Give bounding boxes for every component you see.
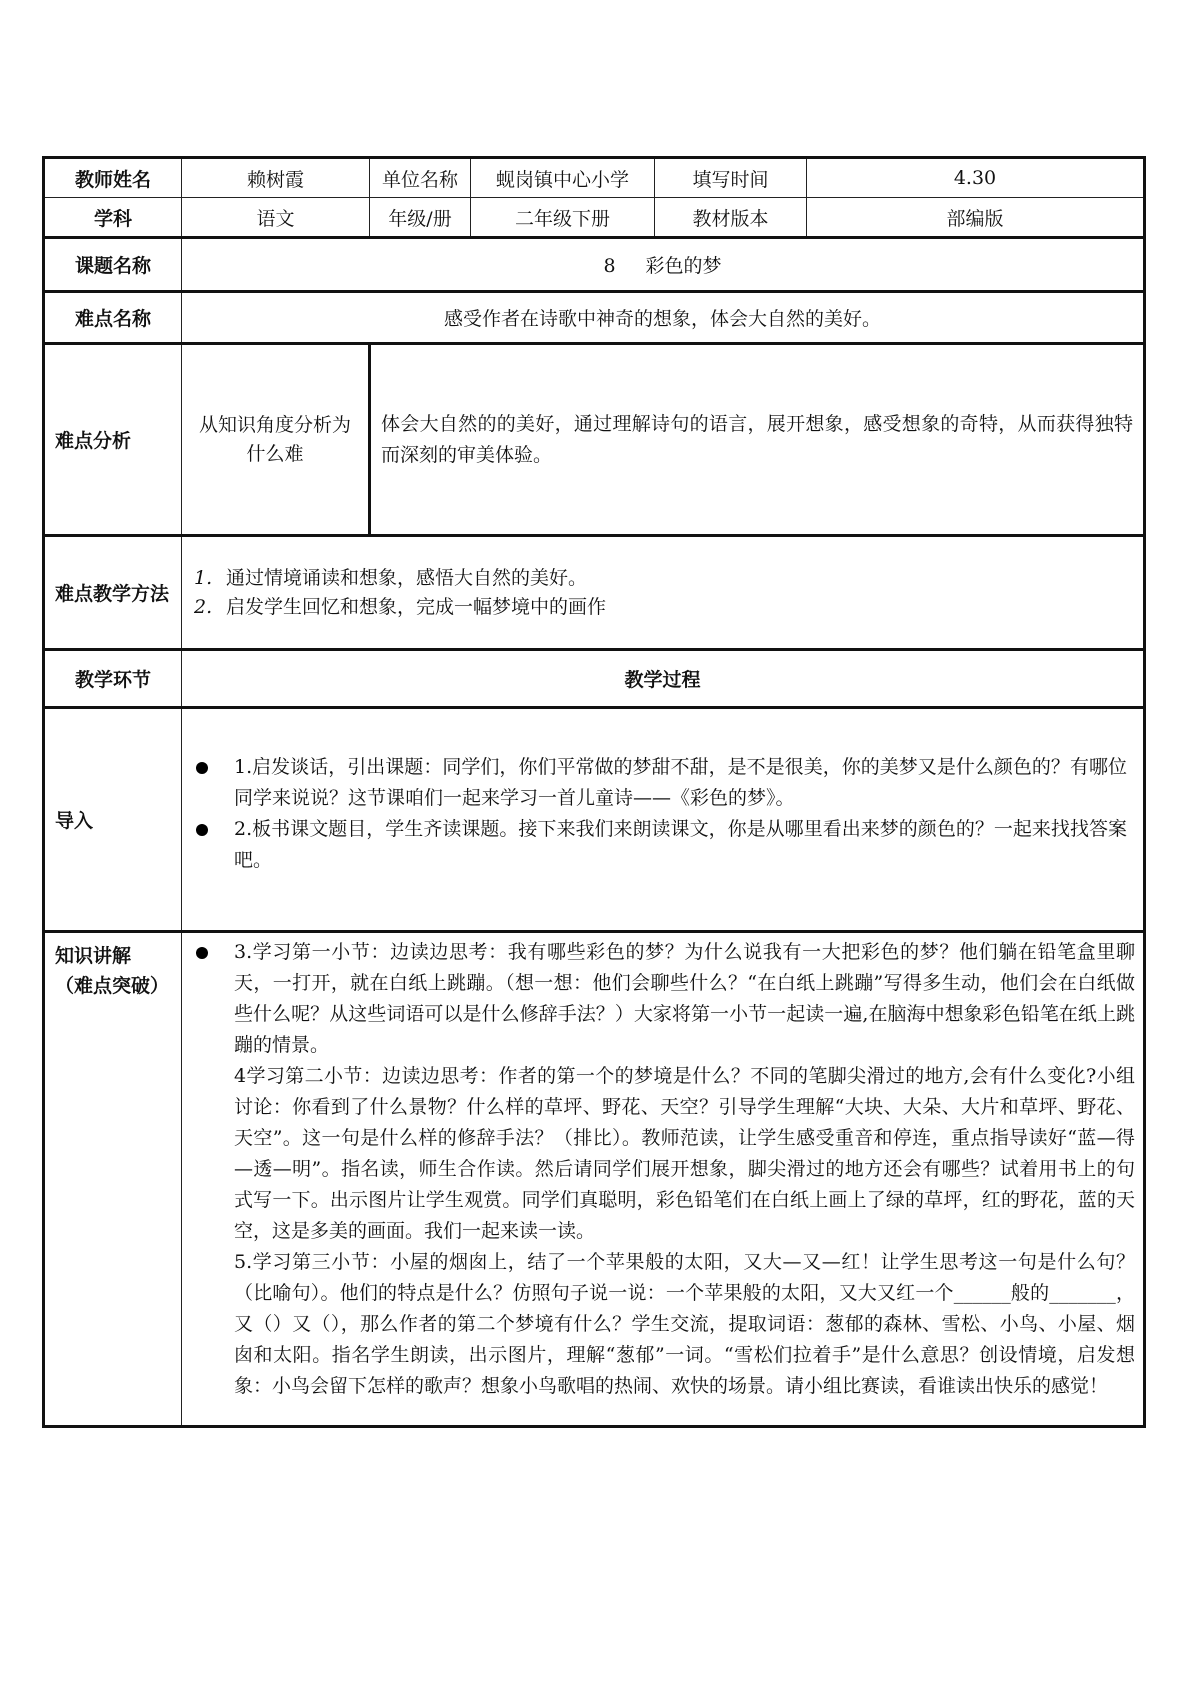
intro-item (182, 814, 1135, 876)
info-row-1 (44, 158, 1145, 198)
method-item-number: 1. (194, 566, 213, 589)
method-item-number: 2. (194, 595, 213, 618)
process-header: 教学过程 (182, 650, 1145, 708)
analysis-value: 体会大自然的的美好，通过理解诗句的语言，展开想象，感受想象的奇特，从而获得独特而深刻的审美体验。 (370, 344, 1145, 536)
subject-value: 语文 (182, 198, 370, 238)
teacher-value: 赖树霞 (182, 158, 370, 198)
topic-label: 课题名称 (44, 238, 182, 292)
knowledge-list (182, 937, 1143, 1402)
method-item (182, 564, 1143, 593)
unit-value: 蚬岗镇中心小学 (471, 158, 655, 198)
difficulty-value: 感受作者在诗歌中神奇的想象，体会大自然的美好。 (182, 292, 1145, 344)
grade-value: 二年级下册 (471, 198, 655, 238)
teacher-label: 教师姓名 (44, 158, 182, 198)
grade-label: 年级/册 (370, 198, 471, 238)
analysis-sub-label: 从知识角度分析为什么难 (182, 344, 370, 536)
method-item (182, 593, 1143, 622)
unit-label: 单位名称 (370, 158, 471, 198)
intro-row (44, 708, 1145, 932)
intro-content (182, 708, 1145, 932)
analysis-label: 难点分析 (44, 344, 182, 536)
knowledge-label (44, 932, 182, 1427)
method-list (182, 564, 1143, 622)
edition-label: 教材版本 (655, 198, 807, 238)
lesson-plan-sheet (42, 156, 1143, 1428)
intro-item (182, 752, 1135, 814)
intro-item-text: 1.启发谈话，引出课题：同学们，你们平常做的梦甜不甜，是不是很美，你的美梦又是什么颜色的？有哪位同学来说说？这节课咱们一起来学习一首儿童诗——《彩色的梦》。 (234, 755, 1127, 809)
knowledge-content (182, 932, 1145, 1427)
date-value: 4.30 (807, 158, 1145, 198)
stage-header: 教学环节 (44, 650, 182, 708)
knowledge-label-line2: （难点突破） (55, 975, 170, 997)
difficulty-row (44, 292, 1145, 344)
edition-value: 部编版 (807, 198, 1145, 238)
subject-label: 学科 (44, 198, 182, 238)
bullet-dot-icon (196, 762, 208, 774)
method-item-text: 启发学生回忆和想象，完成一幅梦境中的画作 (226, 595, 607, 618)
topic-value (182, 238, 1145, 292)
method-label: 难点教学方法 (44, 536, 182, 650)
intro-list (182, 752, 1135, 876)
knowledge-paragraph-3: 5.学习第三小节：小屋的烟囱上，结了一个苹果般的太阳，又大—又—红！让学生思考这一句是什么句？（比喻句）。他们的特点是什么？仿照句子说一说：一个苹果般的太阳，又大又红一个______般的_______，又（）又（），那么作者的第二个梦境有什么？学生交流，提取词语：葱郁的森林、雪松、小鸟、小屋、烟囱和太阳。指名学生朗读，出示图片，理解“葱郁”一词。“雪松们拉着手”是什么意思？创设情境，启发想象：小鸟会留下怎样的歌声？想象小鸟歌唱的热闹、欢快的场景。请小组比赛读，看谁读出快乐的感觉！ (234, 1251, 1135, 1397)
knowledge-row (44, 932, 1145, 1427)
topic-title: 彩色的梦 (645, 255, 722, 277)
lesson-plan-table (42, 156, 1146, 1428)
date-label: 填写时间 (655, 158, 807, 198)
knowledge-paragraph-1: 3.学习第一小节：边读边思考：我有哪些彩色的梦？为什么说我有一大把彩色的梦？他们躺在铅笔盒里聊天，一打开，就在白纸上跳蹦。（想一想：他们会聊些什么？“在白纸上跳蹦”写得多生动，他们会在白纸做些什么呢？从这些词语可以是什么修辞手法？）大家将第一小节一起读一遍,在脑海中想象彩色铅笔在纸上跳蹦的情景。 (234, 941, 1135, 1056)
analysis-row (44, 344, 1145, 536)
intro-label: 导入 (44, 708, 182, 932)
knowledge-label-line1: 知识讲解 (55, 945, 132, 967)
knowledge-item (182, 937, 1143, 1402)
topic-row (44, 238, 1145, 292)
process-header-row (44, 650, 1145, 708)
bullet-dot-icon (196, 947, 208, 959)
info-row-2 (44, 198, 1145, 238)
intro-item-text: 2.板书课文题目，学生齐读课题。接下来我们来朗读课文，你是从哪里看出来梦的颜色的？一起来找找答案吧。 (234, 817, 1127, 871)
difficulty-label: 难点名称 (44, 292, 182, 344)
knowledge-paragraph-2: 4学习第二小节：边读边思考：作者的第一个的梦境是什么？不同的笔脚尖滑过的地方,会有什么变化?小组讨论：你看到了什么景物？什么样的草坪、野花、天空？引导学生理解“大块、大朵、大片和草坪、野花、天空”。这一句是什么样的修辞手法？（排比）。教师范读，让学生感受重音和停连，重点指导读好“蓝—得—透—明”。指名读，师生合作读。然后请同学们展开想象，脚尖滑过的地方还会有哪些？试着用书上的句式写一下。出示图片让学生观赏。同学们真聪明，彩色铅笔们在白纸上画上了绿的草坪，红的野花，蓝的天空，这是多美的画面。我们一起来读一读。 (234, 1065, 1135, 1242)
method-item-text: 通过情境诵读和想象，感悟大自然的美好。 (226, 566, 588, 589)
method-value (182, 536, 1145, 650)
method-row (44, 536, 1145, 650)
bullet-dot-icon (196, 824, 208, 836)
topic-number: 8 (603, 255, 616, 277)
